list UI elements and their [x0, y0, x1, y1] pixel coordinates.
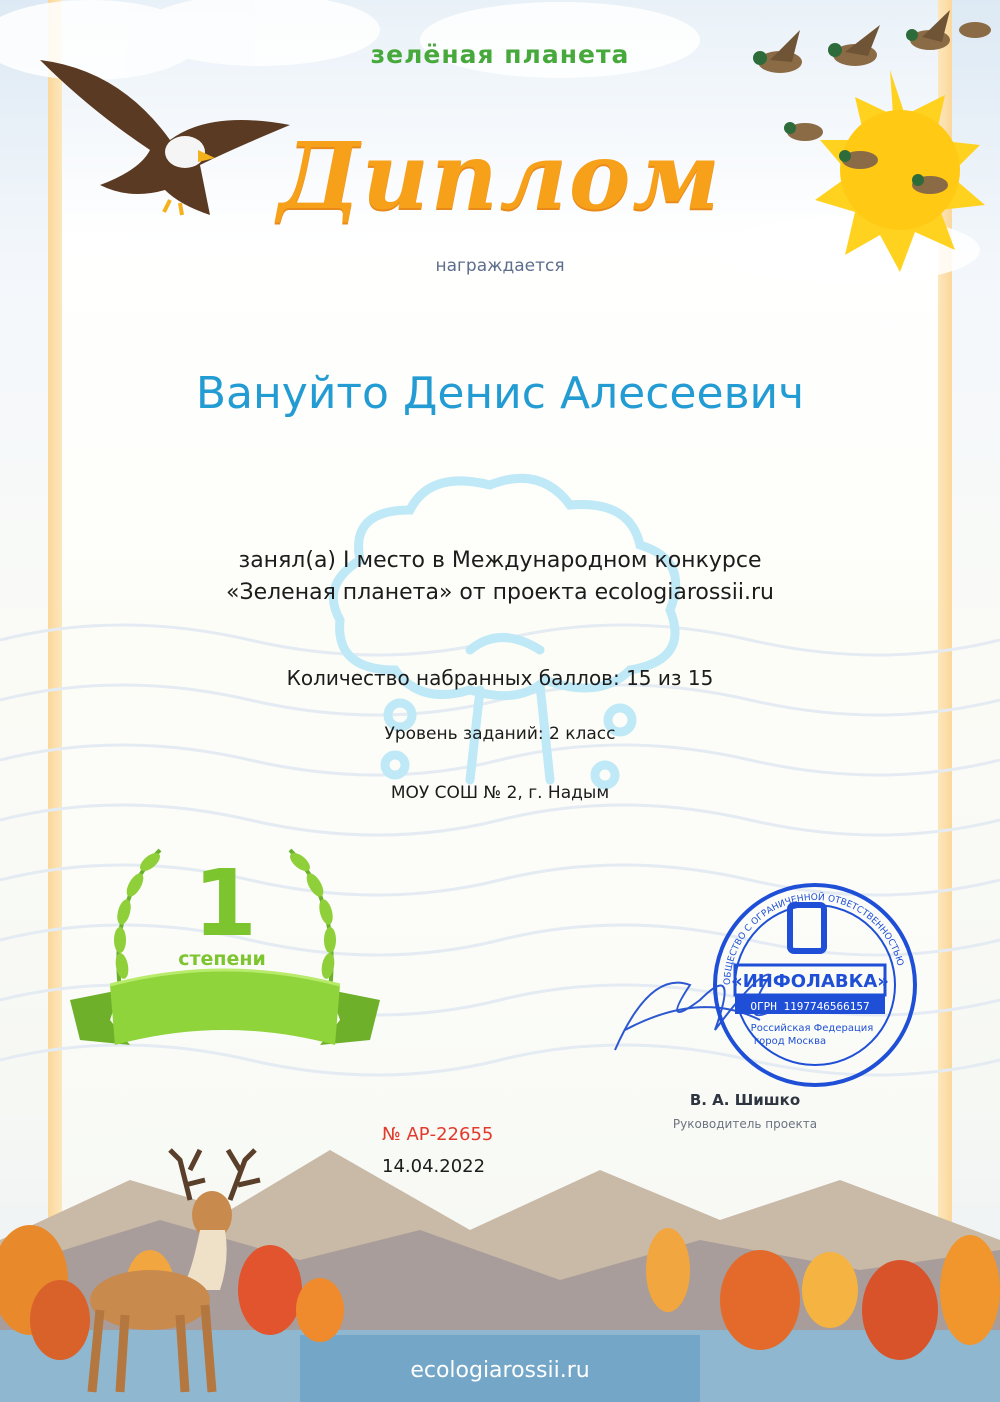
document-number: № АР-22655 [382, 1124, 494, 1145]
stamp-name: «ИНФОЛАВКА» [731, 971, 889, 992]
recipient-name: Вануйто Денис Алесеевич [195, 368, 805, 419]
stamp-city: город Москва [753, 1036, 827, 1047]
badge-label: степени [178, 948, 266, 970]
ribbon-icon [70, 970, 380, 1045]
score-text: Количество набранных баллов: 15 из 15 [286, 666, 714, 690]
achievement-line-2: «Зеленая планета» от проекта ecologiarossii.ru [226, 580, 774, 605]
document-date: 14.04.2022 [382, 1156, 486, 1177]
badge-digit: 1 [192, 850, 258, 957]
stamp-ogrn: ОГРН 1197746566157 [750, 1000, 870, 1013]
signer-name: В. А. Шишко [689, 1091, 801, 1109]
stamp-ring-text: ОБЩЕСТВО С ОГРАНИЧЕННОЙ ОТВЕТСТВЕННОСТЬЮ [722, 892, 905, 986]
stamp-icon [715, 885, 915, 1085]
school-text: МОУ СОШ № 2, г. Надым [390, 783, 610, 803]
brand-logo-text: зелёная планета [370, 40, 630, 69]
diploma-title: Диплом [278, 122, 722, 230]
awarded-label: награждается [435, 256, 565, 276]
level-text: Уровень заданий: 2 класс [384, 724, 616, 744]
footer-site-link[interactable]: ecologiarossii.ru [410, 1358, 590, 1383]
stamp-country: Российская Федерация [750, 1023, 874, 1034]
signer-role: Руководитель проекта [672, 1117, 818, 1131]
achievement-line-1: занял(а) I место в Международном конкурсе [238, 548, 762, 573]
